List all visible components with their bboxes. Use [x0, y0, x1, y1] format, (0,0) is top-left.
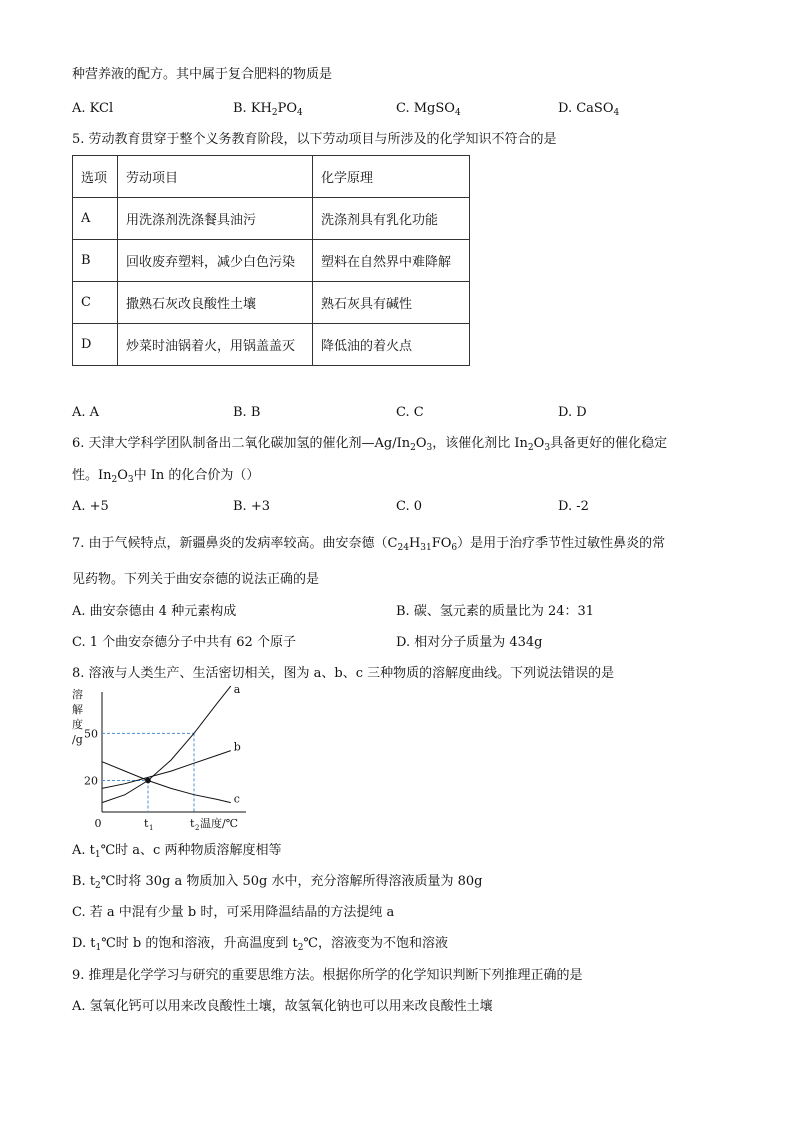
header-cell: 化学原理: [313, 156, 470, 198]
x-tick-label: t: [190, 817, 195, 830]
y-axis-label: [72, 687, 83, 746]
question-continuation: 种营养液的配方。其中属于复合肥料的物质是: [72, 67, 333, 82]
q5-option-c: C. C: [396, 405, 424, 420]
table-cell: 用洗涤剂洗涤餐具油污: [118, 198, 313, 240]
q4-option-a: A. KCl: [72, 101, 114, 116]
q6-option-d: D. -2: [558, 499, 589, 514]
q5-option-a: A. A: [72, 405, 100, 420]
table-cell: C: [73, 282, 118, 324]
q4-option-c: C. MgSO$_4$: [396, 101, 461, 118]
q4-option-d: D. CaSO$_4$: [558, 101, 620, 118]
q8-stem: 8. 溶液与人类生产、生活密切相关，图为 a、b、c 三种物质的溶解度曲线。下列说法错误的是: [72, 666, 615, 681]
y-axis-label-char: 溶: [72, 688, 83, 701]
axis-ticks: [84, 727, 238, 832]
y-axis-label-char: 度: [72, 718, 83, 731]
y-axis-label-char: /g: [72, 733, 83, 746]
table-cell: 回收废弃塑料，减少白色污染: [118, 240, 313, 282]
q6-stem-line2: 性。$In_2O_3$中 In 的化合价为（）: [72, 468, 260, 485]
q8-option-d: D. $t_1℃$时 b 的饱和溶液，升高温度到 $t_2℃$，溶液变为不饱和溶液: [72, 936, 448, 953]
table-row: [73, 282, 470, 324]
q6-option-c: C. 0: [396, 499, 423, 514]
table-row: [73, 240, 470, 282]
solubility-curves: [102, 684, 241, 806]
curve-label-a: a: [233, 684, 241, 696]
q5-table: [72, 155, 470, 366]
q8-option-a: A. $t_1℃$时 a、c 两种物质溶解度相等: [72, 843, 282, 860]
x-tick-subscript: 1: [149, 824, 154, 832]
q8-option-c: C. 若 a 中混有少量 b 时，可采用降温结晶的方法提纯 a: [72, 905, 395, 920]
origin-label: 0: [94, 817, 102, 830]
x-axis-label: 温度/℃: [200, 817, 239, 830]
curve-label-c: c: [233, 792, 240, 806]
table-cell: 洗涤剂具有乳化功能: [313, 198, 470, 240]
reference-lines: [102, 733, 194, 812]
solubility-curve-chart: [68, 684, 258, 836]
y-axis-label-char: 解: [72, 703, 83, 716]
q7-option-b: B. 碳、氢元素的质量比为 24：31: [396, 604, 595, 619]
table-row: [73, 324, 470, 366]
q7-stem-line1: 7. 由于气候特点，新疆鼻炎的发病率较高。曲安奈德$(C_{24}H_{31}FO_6)$是用于治疗季节性过敏性鼻炎的常: [72, 536, 666, 553]
table-cell: 炒菜时油锅着火，用锅盖盖灭: [118, 324, 313, 366]
q5-stem: 5. 劳动教育贯穿于整个义务教育阶段，以下劳动项目与所涉及的化学知识不符合的是: [72, 132, 557, 147]
q9-stem: 9. 推理是化学学习与研究的重要思维方法。根据你所学的化学知识判断下列推理正确的是: [72, 968, 583, 983]
y-tick-label: 20: [84, 774, 98, 788]
q6-option-a: A. +5: [72, 499, 109, 514]
q5-option-b: B. B: [233, 405, 261, 420]
q5-option-d: D. D: [558, 405, 587, 420]
header-cell: 选项: [73, 156, 118, 198]
table-cell: B: [73, 240, 118, 282]
q4-option-b: B. $KH_2PO_4$: [233, 101, 303, 118]
table-cell: 撒熟石灰改良酸性土壤: [118, 282, 313, 324]
header-cell: 劳动项目: [118, 156, 313, 198]
q6-option-b: B. +3: [233, 499, 270, 514]
q7-stem-line2: 见药物。下列关于曲安奈德的说法正确的是: [72, 572, 320, 587]
curve-a: [102, 686, 231, 803]
q6-stem-line1: 6. 天津大学科学团队制备出二氧化碳加氢的催化剂$—Ag/In_2O_3$，该催化剂比 $In_2O_3$具备更好的催化稳定: [72, 436, 668, 453]
table-row: [73, 198, 470, 240]
x-tick-label: t: [144, 817, 149, 830]
table-header-row: [73, 156, 470, 198]
table-cell: A: [73, 198, 118, 240]
curve-label-b: b: [233, 740, 241, 754]
q8-option-b: B. $t_2℃$时将 30g a 物质加入 50g 水中，充分溶解所得溶液质量为 80g: [72, 874, 483, 891]
y-tick-label: 50: [84, 727, 98, 741]
table-cell: 熟石灰具有碱性: [313, 282, 470, 324]
q7-option-a: A. 曲安奈德由 4 种元素构成: [72, 604, 237, 619]
q7-option-d: D. 相对分子质量为 434g: [396, 635, 543, 650]
table-cell: 塑料在自然界中难降解: [313, 240, 470, 282]
q9-option-a: A. 氢氧化钙可以用来改良酸性土壤，故氢氧化钠也可以用来改良酸性土壤: [72, 999, 493, 1014]
table-cell: D: [73, 324, 118, 366]
table-cell: 降低油的着火点: [313, 324, 470, 366]
q7-option-c: C. 1 个曲安奈德分子中共有 62 个原子: [72, 635, 296, 650]
intersection-point: [145, 778, 151, 784]
x-tick-subscript: 2: [195, 824, 200, 832]
